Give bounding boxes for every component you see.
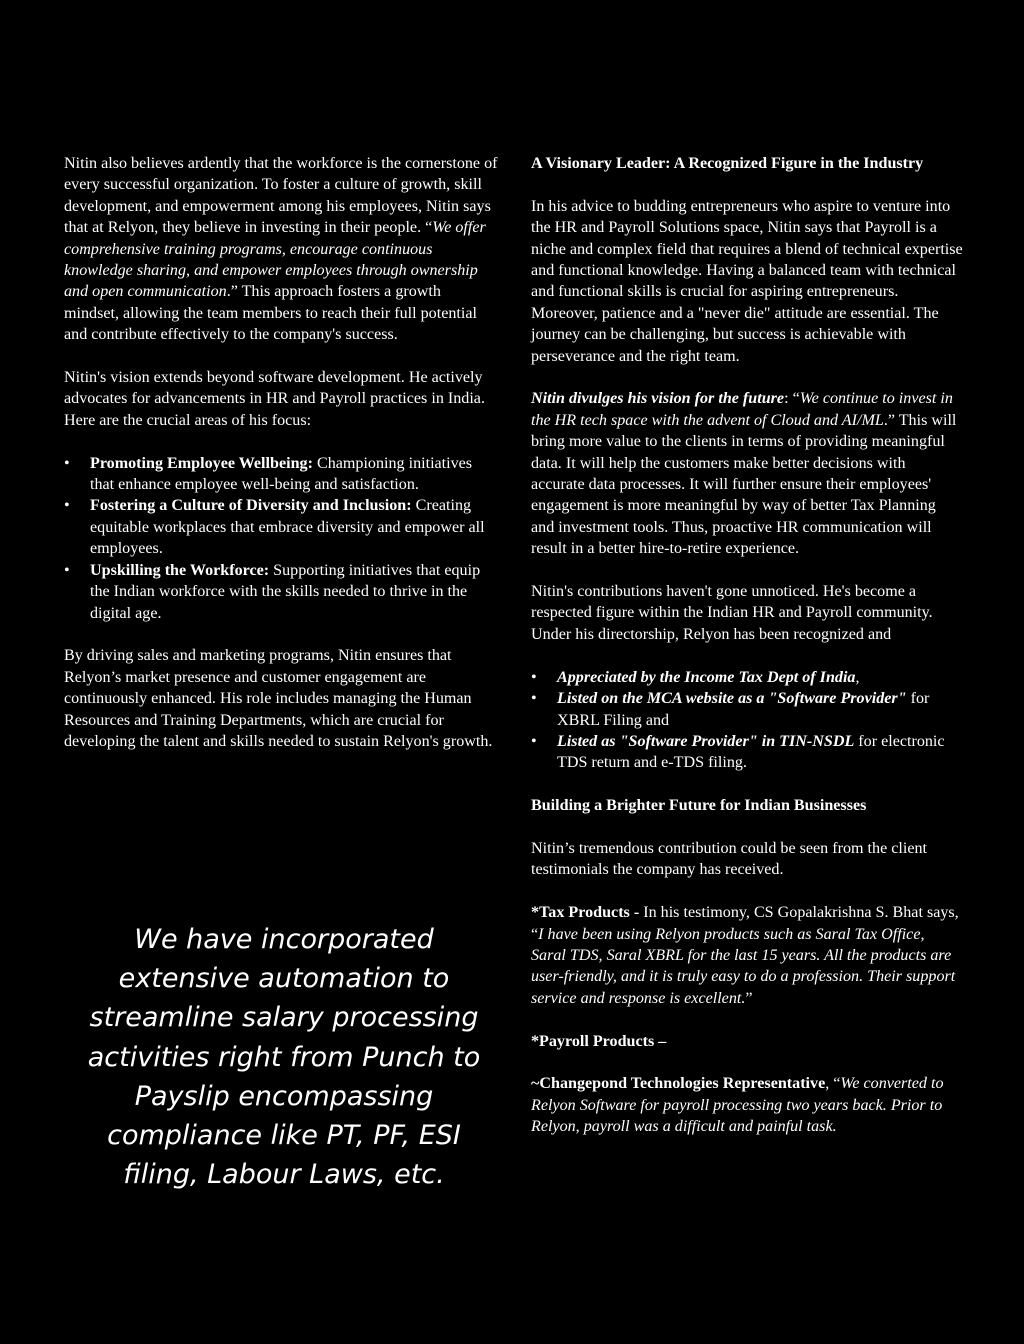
focus-item-title: Upskilling the Workforce:	[90, 561, 270, 579]
list-item	[531, 667, 963, 688]
future-vision-text: .” This will bring more value to the clients in terms of providing meaningful data. It will help the customers make better decisions with accurate data processes. It will further ensure their employees' engagement is more meaningful by way of better Tax Planning and investment tools. Thus, proactive HR communication will result in a better hire-to-retire experience.	[531, 411, 957, 558]
changepond-quote: We converted to Relyon Software for payroll processing two years back. Prior to Relyon, payroll was a difficult and painful task.	[531, 1075, 944, 1136]
list-item	[531, 731, 963, 774]
recognition-title: Listed on the MCA website as a "Software Provider"	[557, 690, 907, 708]
changepond-label: ~Changepond Technologies Representative	[531, 1075, 826, 1093]
focus-item-text: Supporting initiatives that equip the Indian workforce with the skills needed to thrive in the digital age.	[90, 561, 481, 622]
tax-products-label: *Tax Products -	[531, 904, 644, 922]
list-item	[64, 495, 498, 559]
recognition-title: Appreciated by the Income Tax Dept of India	[557, 668, 856, 686]
focus-item-text: Creating equitable workplaces that embrace diversity and empower all employees.	[90, 497, 485, 558]
advice-paragraph: In his advice to budding entrepreneurs who aspire to venture into the HR and Payroll Solutions space, Nitin says that Payroll is a niche and complex field that requires a blend of technical expertise and functional knowledge. Having a balanced team with technical and functional skills is crucial for aspiring entrepreneurs. Moreover, patience and a "never die" attitude are essential. The journey can be challenging, but success is achievable with perseverance and the right team.	[531, 197, 963, 365]
future-vision-quote: We continue to invest in the HR tech space with the advent of Cloud and AI/ML	[531, 390, 953, 429]
recognition-text: ,	[855, 668, 860, 686]
recognition-text: for XBRL Filing and	[557, 690, 930, 729]
list-item	[531, 688, 963, 731]
tax-products-close: ”	[745, 989, 753, 1007]
sales-paragraph: By driving sales and marketing programs, Nitin ensures that Relyon’s market presence and customer engagement are continuously enhanced. His role includes managing the Human Resources and Training Departments, which are crucial for developing the talent and skills needed to sustain Relyon's growth.	[64, 647, 493, 750]
training-quote: We offer comprehensive training programs, encourage continuous knowledge sharing, and empower employees through ownership and open communication	[64, 219, 486, 301]
focus-item-text: Championing initiatives that enhance employee well-being and satisfaction.	[90, 454, 473, 494]
focus-item-title: Fostering a Culture of Diversity and Inclusion:	[90, 497, 412, 515]
future-vision-lead: Nitin divulges his vision for the future	[531, 390, 785, 408]
list-item	[64, 453, 498, 496]
recognition-title: Listed as "Software Provider" in TIN-NSDL	[557, 732, 855, 750]
workforce-paragraph	[64, 153, 498, 346]
changepond-testimonial	[531, 1073, 963, 1137]
pull-quote: We have incorporated extensive automation to streamline salary processing activities right from Punch to Payslip encompassing compliance like PT, PF, ESI filing, Labour Laws, etc.	[87, 924, 481, 1191]
testimonials-intro: Nitin’s tremendous contribution could be seen from the client testimonials the company has received.	[531, 839, 927, 879]
tax-products-quote: I have been using Relyon products such as Saral Tax Office, Saral TDS, Saral XBRL for the last 15 years. All the products are user-friendly, and it is truly easy to do a profession. Their support service and response is excellent.	[531, 925, 956, 1007]
future-vision-paragraph	[531, 388, 963, 559]
list-item	[64, 560, 498, 624]
vision-paragraph: Nitin's vision extends beyond software development. He actively advocates for advancements in HR and Payroll practices in India. Here are the crucial areas of his focus:	[64, 369, 485, 429]
section-heading-future: Building a Brighter Future for Indian Businesses	[531, 797, 867, 815]
workforce-text-end: .” This approach fosters a growth mindset, allowing the team members to reach their full potential and contribute effectively to the company's success.	[64, 283, 477, 344]
right-column	[531, 153, 963, 1138]
focus-list	[64, 453, 498, 624]
contributions-paragraph: Nitin's contributions haven't gone unnoticed. He's become a respected figure within the Indian HR and Payroll community. Under his directorship, Relyon has been recognized and	[531, 583, 933, 643]
tax-products-intro: In his testimony, CS Gopalakrishna S. Bhat says, “	[531, 904, 959, 943]
payroll-products-label: *Payroll Products –	[531, 1032, 667, 1050]
recognition-text: for electronic TDS return and e-TDS filing.	[557, 732, 945, 772]
recognition-list	[531, 667, 963, 774]
workforce-text: Nitin also believes ardently that the workforce is the cornerstone of every successful organization. To foster a culture of growth, skill development, and empowerment among his employees, Nitin says that at Relyon, they believe in investing in their people. “	[64, 155, 498, 237]
future-vision-colon: : “	[784, 390, 800, 408]
left-column	[64, 153, 498, 774]
changepond-separator: , “	[825, 1075, 841, 1093]
focus-item-title: Promoting Employee Wellbeing:	[90, 454, 313, 472]
tax-products-testimonial	[531, 902, 963, 1009]
section-heading-visionary: A Visionary Leader: A Recognized Figure in the Industry	[531, 155, 924, 172]
